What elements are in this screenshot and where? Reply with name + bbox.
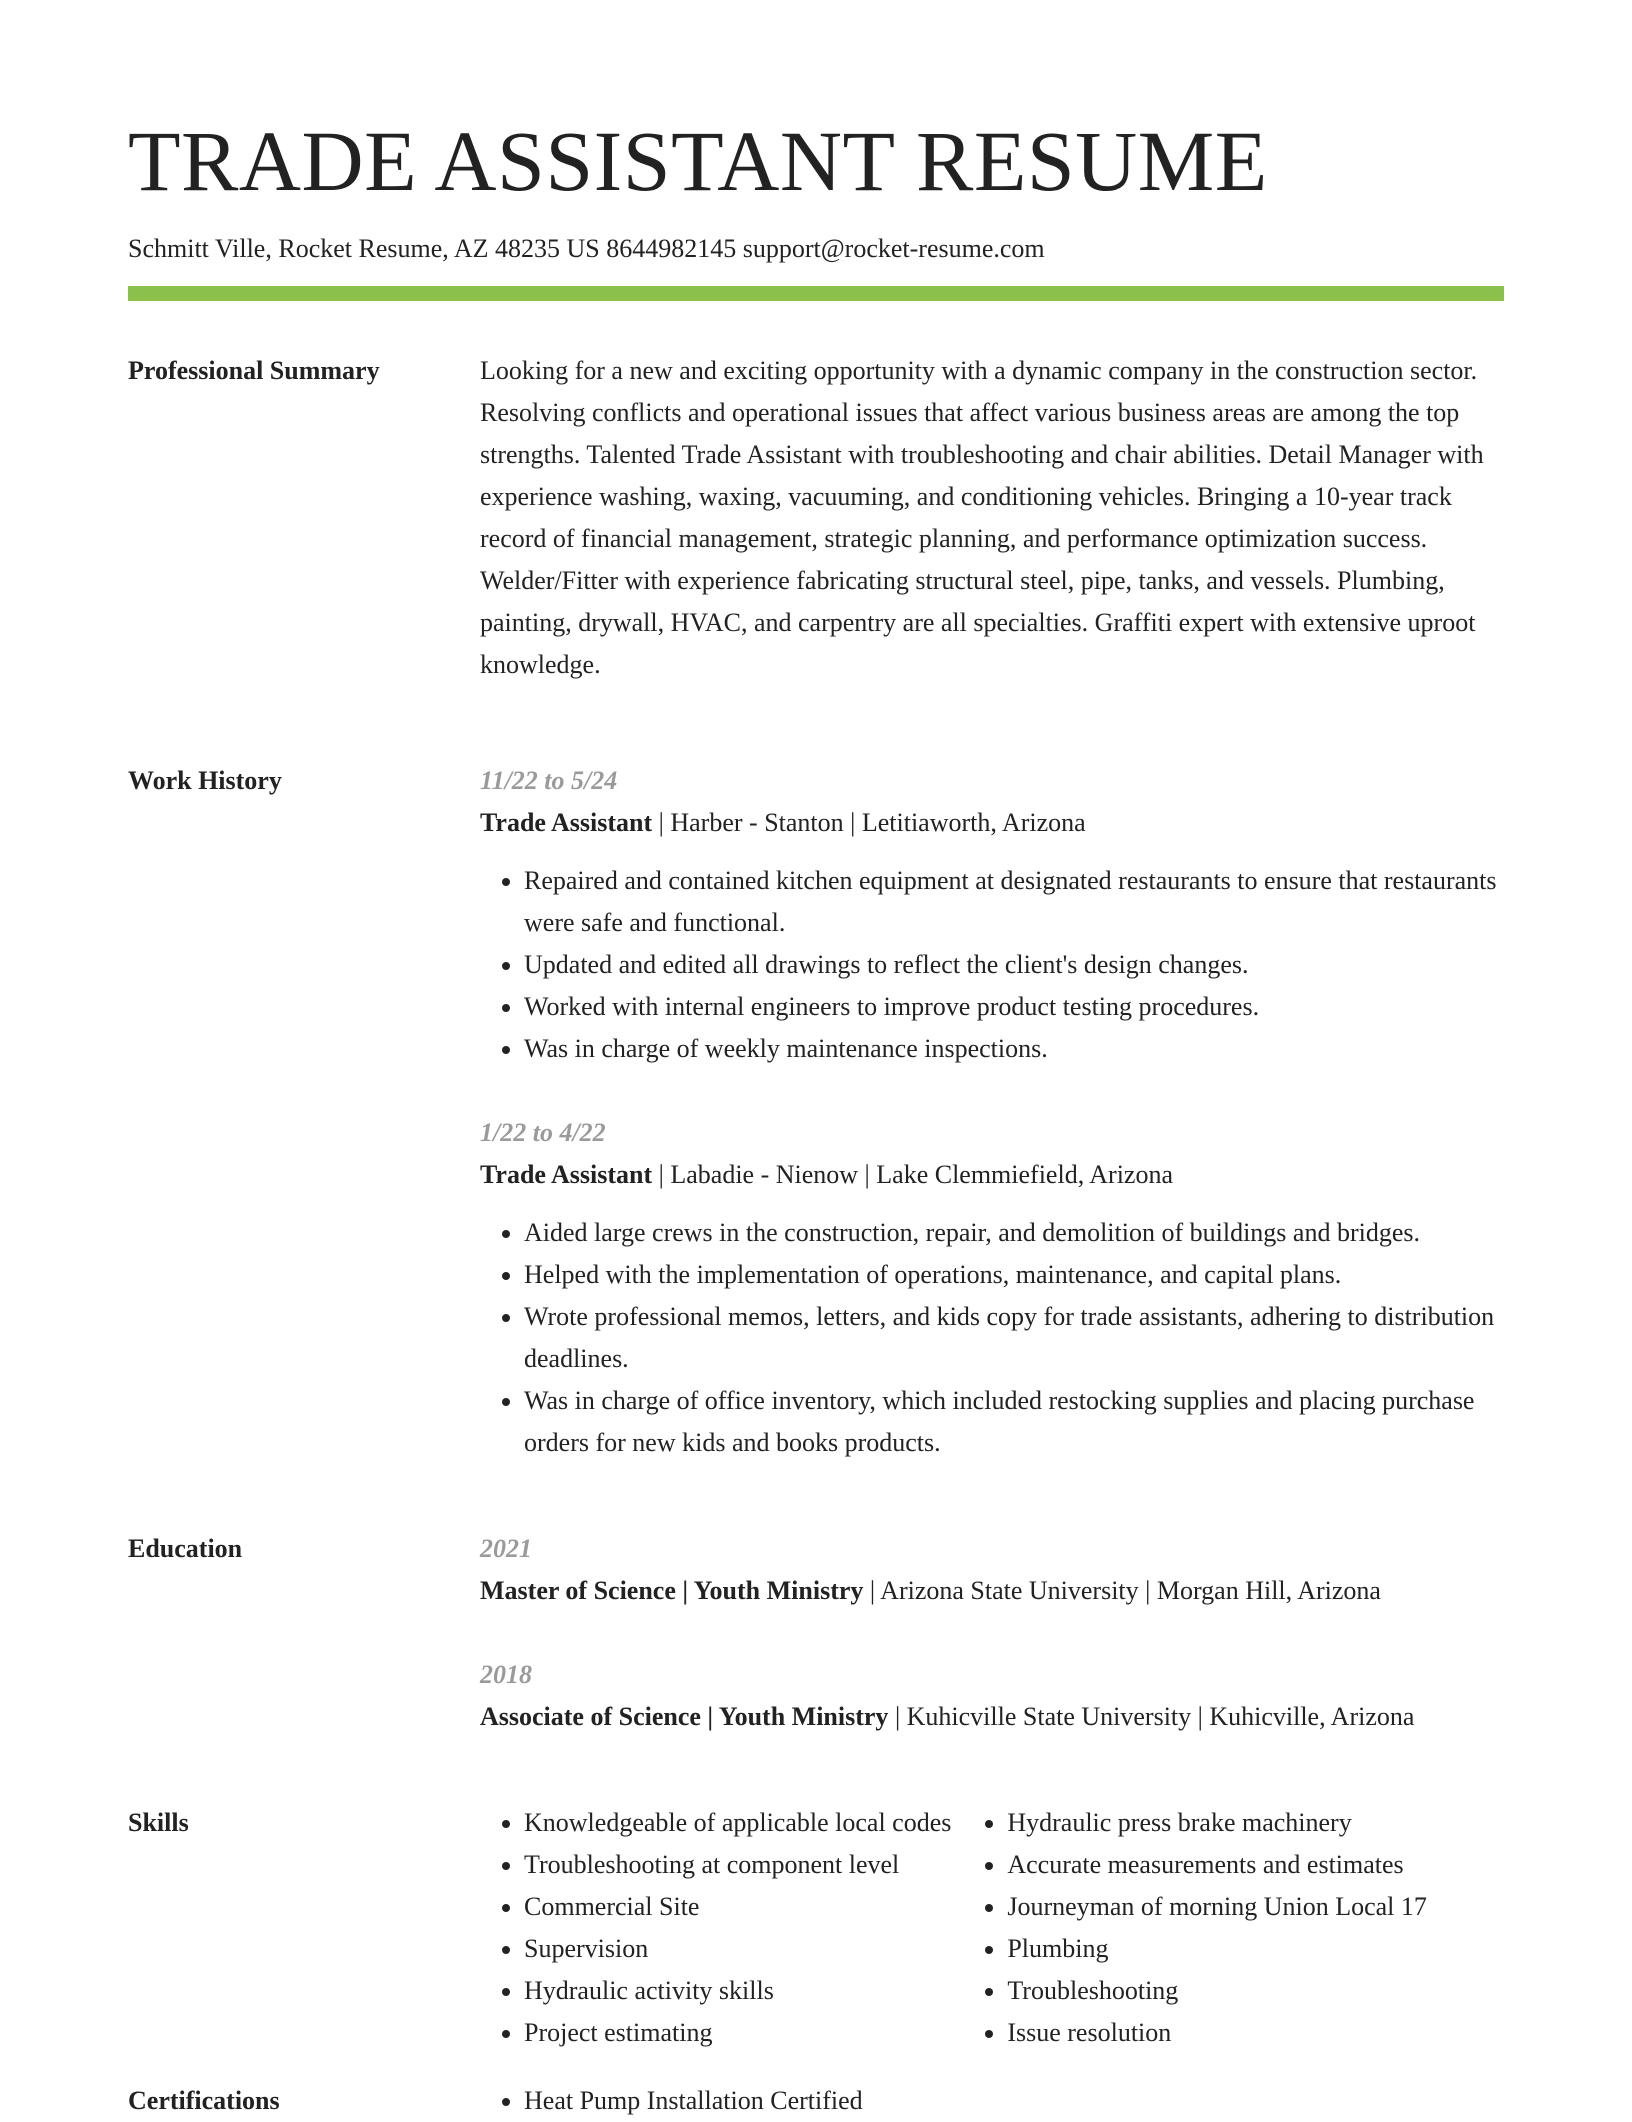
job-heading [480,802,1504,844]
accent-divider [128,286,1504,301]
education-year: 2018 [480,1660,532,1689]
degree-name: Associate of Science | Youth Ministry [480,1702,889,1731]
section-label-skills: Skills [128,1808,189,1837]
education-details: | Kuhicville State University | Kuhicville, Arizona [888,1702,1415,1731]
job-bullet: • Wrote professional memos, letters, and kids copy for trade assistants, adhering to distribution deadlines. [524,1296,1504,1380]
job-bullet: • Worked with internal engineers to improve product testing procedures. [524,986,1504,1028]
job-bullet: • Was in charge of office inventory, which included restocking supplies and placing purchase orders for new kids and books products. [524,1380,1504,1464]
education-content [480,1528,1504,1738]
job-bullet: • Updated and edited all drawings to reflect the client's design changes. [524,944,1504,986]
skill-item: • Troubleshooting [1007,1970,1504,2012]
education-details: | Arizona State University | Morgan Hill, Arizona [863,1576,1381,1605]
skills-list-right [963,1802,1504,2054]
job-title: Trade Assistant [480,808,653,837]
skill-item: • Plumbing [1007,1928,1504,1970]
certification-item: • Heat Pump Installation Certified [524,2080,1504,2122]
skills-list-left [480,1802,963,2054]
education-entry [480,1654,1504,1738]
work-content [480,760,1504,1464]
skill-item: • Issue resolution [1007,2012,1504,2054]
job-bullet: • Aided large crews in the construction, repair, and demolition of buildings and bridges. [524,1212,1504,1254]
skill-item: • Knowledgeable of applicable local codes [524,1802,963,1844]
skill-item: • Journeyman of morning Union Local 17 [1007,1886,1504,1928]
section-label-education: Education [128,1534,243,1563]
certifications-list [480,2080,1504,2122]
job-details: | Labadie - Nienow | Lake Clemmiefield, Arizona [652,1160,1173,1189]
job-title: Trade Assistant [480,1160,653,1189]
degree-name: Master of Science | Youth Ministry [480,1576,864,1605]
contact-line: Schmitt Ville, Rocket Resume, AZ 48235 US 8644982145 support@rocket-resume.com [128,234,1045,263]
section-label-work: Work History [128,766,282,795]
job-dates: 11/22 to 5/24 [480,766,618,795]
skill-item: • Accurate measurements and estimates [1007,1844,1504,1886]
job-bullet: • Repaired and contained kitchen equipment at designated restaurants to ensure that restaurants were safe and functional. [524,860,1504,944]
job-entry [480,760,1504,1070]
job-dates: 1/22 to 4/22 [480,1118,606,1147]
education-entry [480,1528,1504,1612]
skill-item: • Project estimating [524,2012,963,2054]
job-bullet: • Was in charge of weekly maintenance inspections. [524,1028,1504,1070]
summary-content [480,350,1504,686]
section-label-summary: Professional Summary [128,356,380,385]
job-bullets [480,860,1504,1070]
job-details: | Harber - Stanton | Letitiaworth, Arizona [652,808,1086,837]
education-year: 2021 [480,1534,532,1563]
skills-content [480,1802,1504,2054]
certifications-content [480,2080,1504,2122]
job-bullets [480,1212,1504,1464]
skill-item: • Hydraulic press brake machinery [1007,1802,1504,1844]
education-heading [480,1570,1504,1612]
skill-item: • Hydraulic activity skills [524,1970,963,2012]
skill-item: • Troubleshooting at component level [524,1844,963,1886]
job-heading [480,1154,1504,1196]
resume-title: TRADE ASSISTANT RESUME [128,113,1268,209]
education-heading [480,1696,1504,1738]
job-bullet: • Helped with the implementation of operations, maintenance, and capital plans. [524,1254,1504,1296]
section-label-certifications: Certifications [128,2086,280,2115]
skill-item: • Commercial Site [524,1886,963,1928]
summary-text: Looking for a new and exciting opportunity with a dynamic company in the construction sector. Resolving conflicts and operational issues that affect various business areas are among the top strengths. Talented Trade Assistant with troubleshooting and chair abilities. Detail Manager with experience washing, waxing, vacuuming, and conditioning vehicles. Bringing a 10-year track record of financial management, strategic planning, and performance optimization success. Welder/Fitter with experience fabricating structural steel, pipe, tanks, and vessels. Plumbing, painting, drywall, HVAC, and carpentry are all specialties. Graffiti expert with extensive uproot knowledge. [480,356,1484,679]
skill-item: • Supervision [524,1928,963,1970]
job-entry [480,1112,1504,1464]
